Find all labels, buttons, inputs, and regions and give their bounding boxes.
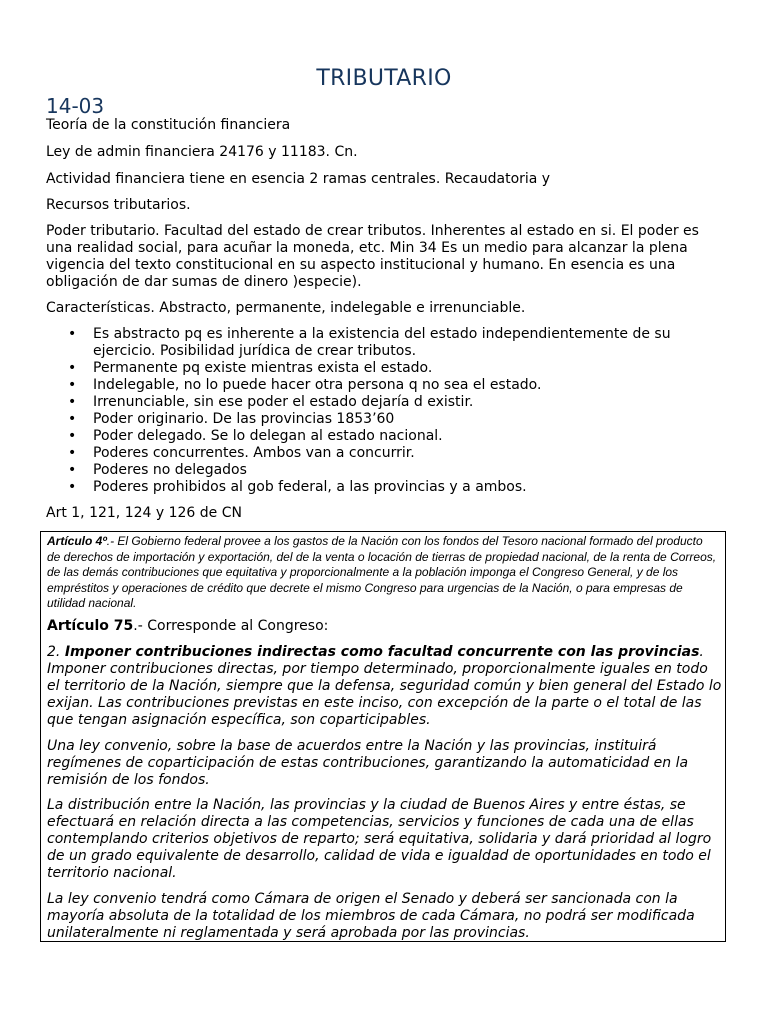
list-item	[46, 394, 726, 411]
inciso-text: Imponer contribuciones directas, por tiempo determinado, proporcionalmente iguales en todo el territorio de la Nación, siempre que la defensa, seguridad común y bien general del Estado lo exijan. Las contribuciones previstas en este inciso, con excepción de la parte o el total de las que tengan asignación específica, son coparticipables.	[47, 661, 722, 728]
paragraph: Características. Abstracto, permanente, indelegable e irrenunciable.	[46, 300, 526, 316]
list-item-text: Poderes concurrentes. Ambos van a concurrir.	[93, 445, 415, 461]
paragraph: Recursos tributarios.	[46, 197, 191, 213]
bullet-icon: •	[68, 326, 77, 342]
bullet-icon: •	[68, 394, 77, 410]
list-item-text: Poder delegado. Se lo delegan al estado nacional.	[93, 428, 443, 444]
list-item	[46, 428, 726, 445]
paragraph: Teoría de la constitución financiera	[46, 117, 291, 133]
list-item-text: Poder originario. De las provincias 1853’60	[93, 411, 395, 427]
article-4-label: Artículo 4º	[47, 534, 107, 548]
date-heading: 14-03	[46, 94, 105, 118]
list-item	[46, 411, 726, 428]
constitution-quote-box	[40, 531, 726, 942]
list-item	[46, 462, 726, 479]
list-item-text: Permanente pq existe mientras exista el estado.	[93, 360, 433, 376]
article-4-quote	[47, 534, 719, 612]
article-75-inciso-2	[47, 644, 723, 729]
bullet-icon: •	[68, 377, 77, 393]
characteristics-list	[46, 326, 726, 496]
list-item	[46, 326, 726, 360]
paragraph-ley-convenio: Una ley convenio, sobre la base de acuerdos entre la Nación y las provincias, instituirá regímenes de coparticipación de estas contribuciones, garantizando la automaticidad en la remisión de los fondos.	[47, 738, 689, 788]
article-75-label: Artículo 75	[47, 618, 134, 634]
paragraph-distribucion: La distribución entre la Nación, las provincias y la ciudad de Buenos Aires y entre éstas, se efectuará en relación directa a las competencias, servicios y funciones de cada una de ellas contemplando criterios objetivos de reparto; será equitativa, solidaria y dará prioridad al logro de un grado equivalente de desarrollo, calidad de vida e igualdad de oportunidades en todo el territorio nacional.	[47, 797, 712, 881]
articles-reference: Art 1, 121, 124 y 126 de CN	[46, 505, 242, 521]
paragraph: Poder tributario. Facultad del estado de crear tributos. Inherentes al estado en si. El poder es una realidad social, para acuñar la moneda, etc. Min 34 Es un medio para alcanzar la plena vigencia del texto constitucional en su aspecto institucional y humano. En esencia es una obligación de dar sumas de dinero )especie).	[46, 223, 699, 290]
inciso-number: 2.	[47, 644, 61, 660]
list-item-text: Indelegable, no lo puede hacer otra persona q no sea el estado.	[93, 377, 542, 393]
paragraph-camara-origen: La ley convenio tendrá como Cámara de origen el Senado y deberá ser sancionada con la mayoría absoluta de la totalidad de los miembros de cada Cámara, no podrá ser modificada unilateralmente ni reglamentada y será aprobada por las provincias.	[47, 891, 695, 941]
paragraph: Ley de admin financiera 24176 y 11183. Cn.	[46, 144, 358, 160]
list-item-text: Poderes prohibidos al gob federal, a las provincias y a ambos.	[93, 479, 527, 495]
article-4-text: .- El Gobierno federal provee a los gastos de la Nación con los fondos del Tesoro nacional formado del producto de derechos de importación y exportación, del de la venta o locación de tierras de propiedad nacional, de la renta de Correos, de las demás contribuciones que equitativa y proporcionalmente a la población imponga el Congreso General, y de los empréstitos y operaciones de crédito que decrete el mismo Congreso para urgencias de la Nación, o para empresas de utilidad nacional.	[47, 534, 717, 611]
paragraph: Actividad financiera tiene en esencia 2 ramas centrales. Recaudatoria y	[46, 171, 551, 187]
list-item-text: Irrenunciable, sin ese poder el estado dejaría d existir.	[93, 394, 474, 410]
inciso-title-period: .	[699, 644, 704, 660]
list-item	[46, 377, 726, 394]
list-item	[46, 445, 726, 462]
bullet-icon: •	[68, 462, 77, 478]
list-item-text: Poderes no delegados	[93, 462, 247, 478]
bullet-icon: •	[68, 411, 77, 427]
document-title: TRIBUTARIO	[316, 66, 452, 91]
bullet-icon: •	[68, 445, 77, 461]
list-item	[46, 479, 726, 496]
list-item	[46, 360, 726, 377]
bullet-icon: •	[68, 479, 77, 495]
list-item-text: Es abstracto pq es inherente a la existencia del estado independientemente de su ejercicio. Posibilidad jurídica de crear tributos.	[93, 326, 671, 359]
bullet-icon: •	[68, 360, 77, 376]
bullet-icon: •	[68, 428, 77, 444]
inciso-title: Imponer contribuciones indirectas como facultad concurrente con las provincias	[64, 644, 700, 660]
article-75-heading	[47, 618, 723, 635]
article-75-text: .- Corresponde al Congreso:	[133, 618, 329, 634]
